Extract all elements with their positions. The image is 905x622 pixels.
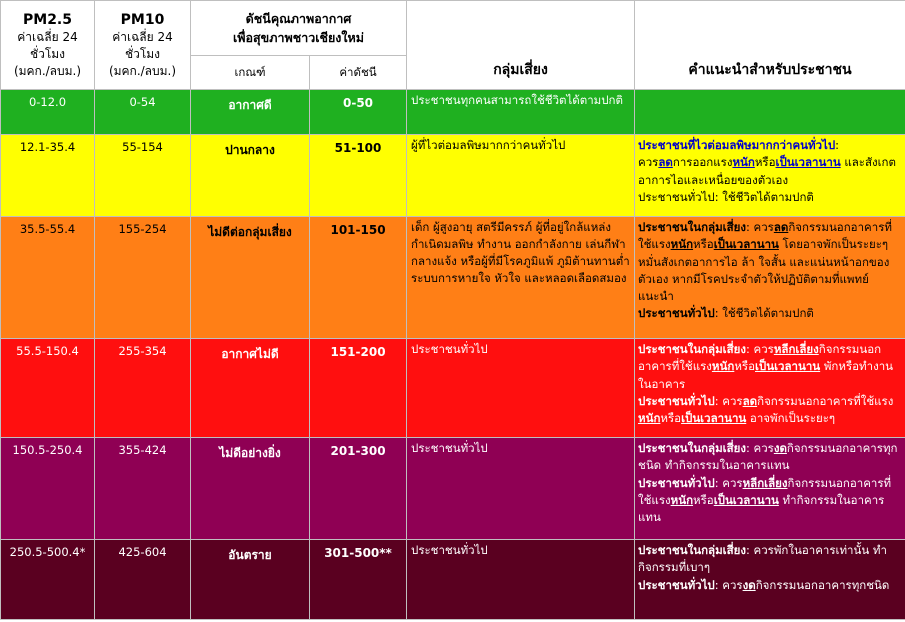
advice-text: หรือ (734, 359, 755, 374)
advice-text: กิจกรรมนอกอาคารที่ใช้แรง (638, 475, 892, 507)
advice (635, 540, 905, 620)
table-row (1, 217, 905, 339)
advice-text: กิจกรรมนอกอาคารทุกชนิด ทำกิจกรรมในอาคารแทน (638, 441, 898, 473)
advice-text: พักหรือทำงานในอาคาร (638, 359, 894, 391)
advice-emphasis: หนัก (732, 155, 755, 170)
advice-text: หรือ (660, 411, 682, 426)
advice-text: และสังเกตอาการไอและเหนื่อยของตัวเอง (638, 155, 896, 187)
advice-text: กิจกรรมนอกอาคารที่ใช้แรง (638, 342, 882, 374)
aqi-level: ไม่ดีอย่างยิ่ง (191, 438, 310, 540)
advice-text: : ควร (714, 393, 743, 408)
advice-heading: ประชาชนในกลุ่มเสี่ยง (638, 342, 746, 356)
advice-text: โดยอาจพักเป็นระยะๆ หมั่นสังเกตอาการไอ ล้า ใจสั้น และแน่นหน้าอกของตัวเอง หากมีโรคประจำตัวให้ปฏิบัติตามที่แพทย์แนะนำ (638, 237, 890, 304)
pm10-sub2: ชั่วโมง (124, 46, 161, 61)
risk-group: ประชาชนทั่วไป (407, 540, 635, 620)
aqi-level: อากาศไม่ดี (191, 339, 310, 438)
advice-emphasis: งด (773, 441, 787, 455)
pm10-range: 425-604 (95, 540, 191, 620)
aqi-title-line2: เพื่อสุขภาพชาวเชียงใหม่ (233, 30, 364, 45)
advice-header: คำแนะนำสำหรับประชาชน (635, 1, 905, 90)
pm10-sub: ค่าเฉลี่ย 24 (112, 29, 173, 44)
advice-emphasis: หนัก (670, 237, 694, 252)
criteria-header: เกณฑ์ (191, 56, 310, 90)
advice-emphasis: เป็นเวลานาน (755, 359, 821, 374)
risk-group: เด็ก ผู้สูงอายุ สตรีมีครรภ์ ผู้ที่อยู่ใกล้แหล่งกำเนิดมลพิษ ทำงาน ออกกำลังกาย เล่นกีฬา กลางแจ้ง หรือผู้ที่มีโรคภูมิแพ้ ภูมิต้านทานต่ำ ระบบการหายใจ หัวใจ และหลอดเลือดสมอง (407, 217, 635, 339)
advice-emphasis: หลีกเลี่ยง (773, 342, 819, 356)
advice-text: กิจกรรมนอกอาคารที่ใช้แรง (638, 220, 892, 252)
advice-text: : ควร (745, 441, 774, 455)
advice-text: หรือ (693, 237, 714, 252)
aqi-index: 201-300 (310, 438, 407, 540)
pm25-range: 0-12.0 (1, 90, 95, 135)
pm25-range: 55.5-150.4 (1, 339, 95, 438)
advice-text: อาจพักเป็นระยะๆ (746, 411, 836, 426)
advice-emphasis: หนัก (638, 411, 661, 426)
advice-emphasis: หลีกเลี่ยง (742, 475, 788, 490)
advice-text: : ควร (745, 342, 774, 356)
index-header: ค่าดัชนี (310, 56, 407, 90)
advice-text: กิจกรรมนอกอาคารที่ใช้แรง (757, 393, 894, 408)
advice-heading: ประชาชนในกลุ่มเสี่ยง (638, 220, 746, 234)
advice-emphasis: เป็นเวลานาน (713, 237, 779, 252)
advice-heading: ประชาชนทั่วไป (638, 475, 715, 490)
risk-group: ผู้ที่ไวต่อมลพิษมากกว่าคนทั่วไป (407, 135, 635, 217)
table-row (1, 90, 905, 135)
advice (635, 339, 905, 438)
pm25-range: 150.5-250.4 (1, 438, 95, 540)
pm25-range: 12.1-35.4 (1, 135, 95, 217)
aqi-level: ปานกลาง (191, 135, 310, 217)
pm10-range: 355-424 (95, 438, 191, 540)
risk-group: ประชาชนทุกคนสามารถใช้ชีวิตได้ตามปกติ (407, 90, 635, 135)
pm10-range: 155-254 (95, 217, 191, 339)
pm25-unit: (มคก./ลบม.) (13, 63, 82, 78)
pm10-range: 255-354 (95, 339, 191, 438)
advice-emphasis: เป็นเวลานาน (713, 492, 779, 507)
advice-text: กิจกรรมนอกอาคารทุกชนิด (755, 577, 890, 592)
aqi-index: 101-150 (310, 217, 407, 339)
advice-heading: ประชาชนในกลุ่มเสี่ยง (638, 543, 746, 557)
advice-emphasis: ลด (658, 155, 673, 170)
advice-emphasis: หนัก (711, 359, 735, 374)
advice (635, 135, 905, 217)
pm10-range: 0-54 (95, 90, 191, 135)
pm25-sub: ค่าเฉลี่ย 24 (17, 29, 78, 44)
pm25-title: PM2.5 (23, 11, 72, 28)
table-row (1, 135, 905, 217)
aqi-level: ไม่ดีต่อกลุ่มเสี่ยง (191, 217, 310, 339)
advice-text: : ควรพักในอาคารเท่านั้น ทำกิจกรรมที่เบาๆ (638, 543, 887, 575)
advice-text: : ควร (714, 475, 743, 490)
table-row (1, 339, 905, 438)
pm25-range: 250.5-500.4* (1, 540, 95, 620)
pm25-header (1, 1, 95, 90)
advice-text: : (835, 138, 840, 152)
aqi-header (191, 1, 407, 56)
advice-text: : ควร (714, 577, 743, 592)
advice-text: ควร (638, 155, 659, 170)
advice-text: ทำกิจกรรมในอาคารแทน (638, 492, 885, 525)
advice-emphasis: งด (742, 577, 756, 592)
advice-text: ประชาชนทั่วไป: ใช้ชีวิตได้ตามปกติ (638, 189, 814, 204)
pm25-range: 35.5-55.4 (1, 217, 95, 339)
advice-text: : ควร (745, 220, 774, 234)
aqi-level: อันตราย (191, 540, 310, 620)
risk-group: ประชาชนทั่วไป (407, 339, 635, 438)
aqi-index: 0-50 (310, 90, 407, 135)
aqi-index: 51-100 (310, 135, 407, 217)
pm10-title: PM10 (120, 11, 165, 28)
aqi-index: 151-200 (310, 339, 407, 438)
advice-text: : ใช้ชีวิตได้ตามปกติ (714, 306, 814, 321)
advice (635, 217, 905, 339)
aqi-level: อากาศดี (191, 90, 310, 135)
advice-heading: ประชาชนทั่วไป (638, 577, 715, 592)
risk-group-header: กลุ่มเสี่ยง (407, 1, 635, 90)
advice-emphasis: ลด (742, 393, 758, 408)
pm25-sub2: ชั่วโมง (29, 46, 66, 61)
advice (635, 90, 905, 135)
pm10-header (95, 1, 191, 90)
table-row (1, 438, 905, 540)
advice-text: หรือ (754, 155, 776, 170)
pm10-range: 55-154 (95, 135, 191, 217)
advice-heading: ประชาชนที่ไวต่อมลพิษมากกว่าคนทั่วไป (638, 138, 836, 152)
advice-emphasis: ลด (773, 220, 789, 234)
advice-heading: ประชาชนทั่วไป (638, 306, 715, 321)
advice-emphasis: หนัก (670, 492, 694, 507)
aqi-title-line1: ดัชนีคุณภาพอากาศ (245, 11, 352, 26)
advice-text: การออกแรง (672, 155, 733, 170)
advice-emphasis: เป็นเวลานาน (775, 155, 841, 170)
aqi-index: 301-500** (310, 540, 407, 620)
advice (635, 438, 905, 540)
pm10-unit: (มคก./ลบม.) (108, 63, 177, 78)
advice-heading: ประชาชนทั่วไป (638, 393, 715, 408)
risk-group: ประชาชนทั่วไป (407, 438, 635, 540)
advice-text: หรือ (693, 492, 714, 507)
table-row (1, 540, 905, 620)
advice-emphasis: เป็นเวลานาน (681, 411, 747, 426)
advice-heading: ประชาชนในกลุ่มเสี่ยง (638, 441, 746, 455)
